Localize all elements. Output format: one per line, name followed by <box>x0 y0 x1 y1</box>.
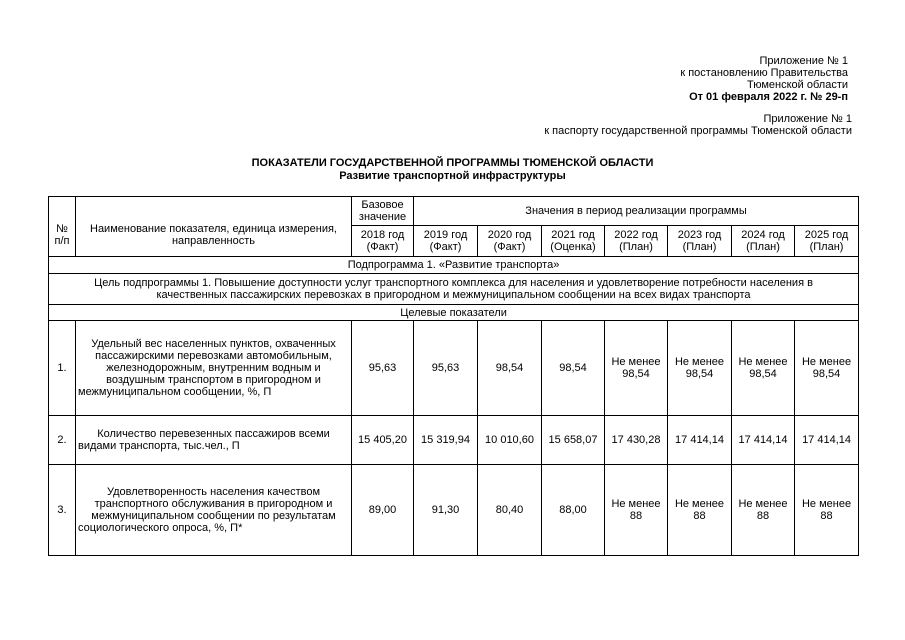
row-value: Не менее 88 <box>795 465 859 556</box>
header-year: 2021 год (Оценка) <box>542 226 605 257</box>
header-year: 2023 год (План) <box>668 226 732 257</box>
row-value: Не менее 88 <box>668 465 732 556</box>
row-value: 95,63 <box>414 321 478 416</box>
subprogram-row <box>49 257 859 274</box>
indicators-table <box>48 196 859 556</box>
header-year: 2019 год (Факт) <box>414 226 478 257</box>
row-value: Не менее 88 <box>732 465 795 556</box>
row-value: 17 414,14 <box>668 416 732 465</box>
document-title-sub: Развитие транспортной инфраструктуры <box>339 170 566 182</box>
header-name: Наименование показателя, единица измерения, направленность <box>76 197 352 257</box>
resolution-date-number: От 01 февраля 2022 г. № 29-п <box>689 91 848 103</box>
row-value: 98,54 <box>478 321 542 416</box>
row-num: 1. <box>49 321 76 416</box>
appendix-label: Приложение № 1 <box>763 113 852 125</box>
goal-row <box>49 274 859 305</box>
row-value: 15 405,20 <box>352 416 414 465</box>
row-num: 3. <box>49 465 76 556</box>
header-year: 2025 год (План) <box>795 226 859 257</box>
subprogram-title: Подпрограмма 1. «Развитие транспорта» <box>49 257 859 274</box>
appendix-reference: к постановлению Правительства <box>680 67 848 79</box>
header-year: 2024 год (План) <box>732 226 795 257</box>
targets-heading: Целевые показатели <box>49 305 859 321</box>
row-indicator-name: Количество перевезенных пассажиров всеми видами транспорта, тыс.чел., П <box>76 416 352 465</box>
appendix-program-passport <box>544 113 852 137</box>
header-year: 2018 год (Факт) <box>352 226 414 257</box>
row-value: 10 010,60 <box>478 416 542 465</box>
appendix-label: Приложение № 1 <box>759 55 848 67</box>
row-value: Не менее 98,54 <box>732 321 795 416</box>
document-title <box>0 157 905 183</box>
header-year: 2020 год (Факт) <box>478 226 542 257</box>
document-title-main: ПОКАЗАТЕЛИ ГОСУДАРСТВЕННОЙ ПРОГРАММЫ ТЮМЕНСКОЙ ОБЛАСТИ <box>251 157 654 169</box>
table-row <box>49 416 859 465</box>
appendix-region: Тюменской области <box>746 79 848 91</box>
subprogram-goal: Цель подпрограммы 1. Повышение доступности услуг транспортного комплекса для населения и удовлетворение потребности населения в качественных пассажирских перевозках в пригородном и межмуниципальном сообщении на всех видах транспорта <box>49 274 859 305</box>
table-row <box>49 321 859 416</box>
row-num: 2. <box>49 416 76 465</box>
header-period: Значения в период реализации программы <box>414 197 859 226</box>
table-row <box>49 465 859 556</box>
row-indicator-name: Удельный вес населенных пунктов, охваченных пассажирскими перевозками автомобильным, железнодорожным, внутренним водным и воздушным транспортом в пригородном и межмуниципальном сообщении, %, П <box>76 321 352 416</box>
row-value: 88,00 <box>542 465 605 556</box>
row-indicator-name: Удовлетворенность населения качеством транспортного обслуживания в пригородном и межмуниципальном сообщении по результатам социологического опроса, %, П* <box>76 465 352 556</box>
row-value: 17 414,14 <box>732 416 795 465</box>
row-value: 15 658,07 <box>542 416 605 465</box>
row-value: 89,00 <box>352 465 414 556</box>
header-row <box>49 197 859 226</box>
row-value: 17 430,28 <box>605 416 668 465</box>
targets-row <box>49 305 859 321</box>
header-base: Базовое значение <box>352 197 414 226</box>
row-value: 15 319,94 <box>414 416 478 465</box>
appendix-government-resolution <box>680 55 848 103</box>
row-value: 17 414,14 <box>795 416 859 465</box>
header-num: № п/п <box>49 197 76 257</box>
row-value: Не менее 98,54 <box>605 321 668 416</box>
row-value: 80,40 <box>478 465 542 556</box>
header-year: 2022 год (План) <box>605 226 668 257</box>
row-value: 95,63 <box>352 321 414 416</box>
row-value: Не менее 88 <box>605 465 668 556</box>
row-value: Не менее 98,54 <box>795 321 859 416</box>
row-value: Не менее 98,54 <box>668 321 732 416</box>
row-value: 98,54 <box>542 321 605 416</box>
row-value: 91,30 <box>414 465 478 556</box>
appendix-reference: к паспорту государственной программы Тюменской области <box>544 125 852 137</box>
